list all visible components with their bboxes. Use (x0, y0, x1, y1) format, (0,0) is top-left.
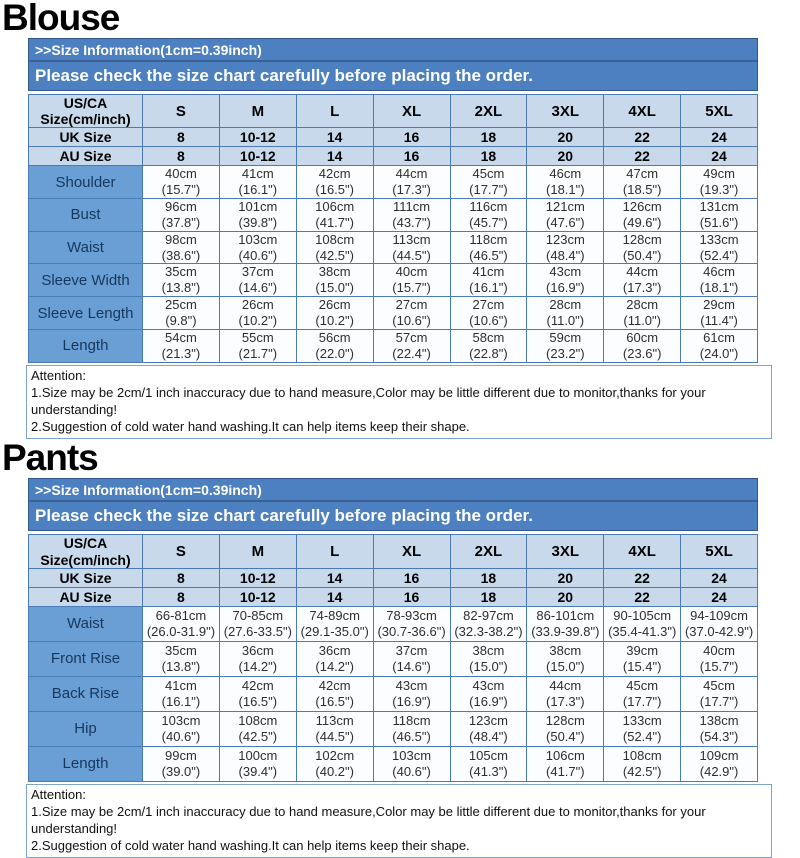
measurement-value-cell: 27cm (10.6") (450, 297, 527, 330)
measurement-value-cell: 37cm (14.6") (373, 641, 450, 676)
measurement-row (29, 641, 758, 676)
size-value-cell: 10-12 (219, 587, 296, 606)
size-value-cell: 8 (143, 128, 220, 147)
measurement-value-cell: 26cm (10.2") (219, 297, 296, 330)
measurement-value-cell: 58cm (22.8") (450, 329, 527, 362)
size-value-cell: 16 (373, 587, 450, 606)
measurement-label: Front Rise (29, 641, 143, 676)
corner-header: US/CA Size(cm/inch) (29, 535, 143, 568)
measurement-label: Sleeve Length (29, 297, 143, 330)
size-value-cell: 10-12 (219, 147, 296, 166)
size-column-header: XL (373, 535, 450, 568)
measurement-value-cell: 41cm (16.1") (143, 676, 220, 711)
measurement-value-cell: 94-109cm (37.0-42.9") (681, 606, 758, 641)
size-value-cell: 24 (681, 568, 758, 587)
measurement-value-cell: 113cm (44.5") (373, 231, 450, 264)
measurement-value-cell: 38cm (15.0") (450, 641, 527, 676)
measurement-value-cell: 41cm (16.1") (219, 166, 296, 199)
attention-line: 2.Suggestion of cold water hand washing.It can help items keep their shape. (31, 838, 470, 854)
measurement-label: Length (29, 329, 143, 362)
measurement-label: Bust (29, 199, 143, 232)
size-information-bar: >>Size Information(1cm=0.39inch) (28, 478, 758, 502)
measurement-value-cell: 138cm (54.3") (681, 711, 758, 746)
size-value-cell: 22 (604, 568, 681, 587)
pants-title: Pants (2, 437, 98, 479)
pants-size-table (28, 534, 758, 781)
size-value-cell: 24 (681, 147, 758, 166)
size-value-cell: 20 (527, 587, 604, 606)
measurement-value-cell: 60cm (23.6") (604, 329, 681, 362)
measurement-row (29, 329, 758, 362)
measurement-value-cell: 101cm (39.8") (219, 199, 296, 232)
size-column-header: 5XL (681, 535, 758, 568)
measurement-value-cell: 38cm (15.0") (296, 264, 373, 297)
pants-attention-box (26, 784, 772, 858)
measurement-value-cell: 131cm (51.6") (681, 199, 758, 232)
measurement-value-cell: 28cm (11.0") (527, 297, 604, 330)
size-value-cell: 16 (373, 147, 450, 166)
measurement-value-cell: 49cm (19.3") (681, 166, 758, 199)
blouse-attention-box (26, 365, 772, 440)
measurement-value-cell: 56cm (22.0") (296, 329, 373, 362)
measurement-value-cell: 108cm (42.5") (604, 746, 681, 781)
size-value-cell: 8 (143, 568, 220, 587)
measurement-value-cell: 37cm (14.6") (219, 264, 296, 297)
size-value-cell: 10-12 (219, 128, 296, 147)
measurement-value-cell: 40cm (15.7") (681, 641, 758, 676)
measurement-value-cell: 45cm (17.7") (450, 166, 527, 199)
measurement-value-cell: 102cm (40.2") (296, 746, 373, 781)
measurement-value-cell: 39cm (15.4") (604, 641, 681, 676)
check-chart-notice-bar: Please check the size chart carefully before placing the order. (28, 502, 758, 531)
size-column-header: 4XL (604, 95, 681, 128)
measurement-value-cell: 29cm (11.4") (681, 297, 758, 330)
pants-size-chart (28, 478, 758, 781)
measurement-value-cell: 46cm (18.1") (527, 166, 604, 199)
size-value-cell: 20 (527, 147, 604, 166)
measurement-value-cell: 103cm (40.6") (373, 746, 450, 781)
size-column-header: M (219, 95, 296, 128)
measurement-value-cell: 43cm (16.9") (450, 676, 527, 711)
size-value-cell: 8 (143, 587, 220, 606)
measurement-value-cell: 128cm (50.4") (527, 711, 604, 746)
size-column-header: 4XL (604, 535, 681, 568)
pants-section (0, 437, 800, 858)
measurement-value-cell: 96cm (37.8") (143, 199, 220, 232)
size-value-cell: 14 (296, 568, 373, 587)
measurement-value-cell: 57cm (22.4") (373, 329, 450, 362)
attention-line: 1.Size may be 2cm/1 inch inaccuracy due to hand measure,Color may be little different due to monitor,thanks for your understanding! (31, 803, 706, 836)
measurement-label: Sleeve Width (29, 264, 143, 297)
measurement-value-cell: 108cm (42.5") (219, 711, 296, 746)
size-value-cell: 10-12 (219, 568, 296, 587)
measurement-value-cell: 121cm (47.6") (527, 199, 604, 232)
measurement-value-cell: 111cm (43.7") (373, 199, 450, 232)
size-value-cell: 22 (604, 128, 681, 147)
row-label: UK Size (29, 568, 143, 587)
size-column-header: M (219, 535, 296, 568)
size-column-header: 2XL (450, 95, 527, 128)
size-information-bar: >>Size Information(1cm=0.39inch) (28, 38, 758, 62)
measurement-value-cell: 59cm (23.2") (527, 329, 604, 362)
measurement-value-cell: 44cm (17.3") (604, 264, 681, 297)
measurement-value-cell: 113cm (44.5") (296, 711, 373, 746)
size-value-cell: 24 (681, 128, 758, 147)
measurement-value-cell: 109cm (42.9") (681, 746, 758, 781)
size-value-cell: 22 (604, 147, 681, 166)
size-value-cell: 18 (450, 147, 527, 166)
blouse-title: Blouse (2, 0, 120, 38)
uk-size-row (29, 128, 758, 147)
corner-header: US/CA Size(cm/inch) (29, 95, 143, 128)
row-label: AU Size (29, 587, 143, 606)
size-value-cell: 20 (527, 128, 604, 147)
measurement-value-cell: 35cm (13.8") (143, 264, 220, 297)
measurement-value-cell: 36cm (14.2") (296, 641, 373, 676)
measurement-value-cell: 103cm (40.6") (219, 231, 296, 264)
measurement-label: Shoulder (29, 166, 143, 199)
measurement-value-cell: 103cm (40.6") (143, 711, 220, 746)
measurement-label: Length (29, 746, 143, 781)
size-value-cell: 8 (143, 147, 220, 166)
measurement-value-cell: 43cm (16.9") (373, 676, 450, 711)
measurement-row (29, 264, 758, 297)
measurement-value-cell: 118cm (46.5") (373, 711, 450, 746)
size-column-header: 2XL (450, 535, 527, 568)
measurement-value-cell: 42cm (16.5") (296, 166, 373, 199)
size-column-header: XL (373, 95, 450, 128)
attention-line: 2.Suggestion of cold water hand washing.It can help items keep their shape. (31, 419, 470, 435)
measurement-value-cell: 123cm (48.4") (527, 231, 604, 264)
size-value-cell: 14 (296, 128, 373, 147)
size-value-cell: 14 (296, 147, 373, 166)
measurement-value-cell: 40cm (15.7") (373, 264, 450, 297)
measurement-value-cell: 40cm (15.7") (143, 166, 220, 199)
measurement-value-cell: 98cm (38.6") (143, 231, 220, 264)
size-column-header: L (296, 535, 373, 568)
measurement-value-cell: 100cm (39.4") (219, 746, 296, 781)
measurement-label: Waist (29, 606, 143, 641)
measurement-value-cell: 105cm (41.3") (450, 746, 527, 781)
size-value-cell: 24 (681, 587, 758, 606)
measurement-value-cell: 25cm (9.8") (143, 297, 220, 330)
measurement-value-cell: 28cm (11.0") (604, 297, 681, 330)
measurement-value-cell: 82-97cm (32.3-38.2") (450, 606, 527, 641)
measurement-row (29, 746, 758, 781)
measurement-value-cell: 108cm (42.5") (296, 231, 373, 264)
size-column-header: 5XL (681, 95, 758, 128)
size-value-cell: 20 (527, 568, 604, 587)
measurement-value-cell: 74-89cm (29.1-35.0") (296, 606, 373, 641)
size-value-cell: 16 (373, 568, 450, 587)
blouse-size-table (28, 94, 758, 363)
measurement-value-cell: 66-81cm (26.0-31.9") (143, 606, 220, 641)
measurement-row (29, 231, 758, 264)
measurement-label: Waist (29, 231, 143, 264)
size-column-header: S (143, 95, 220, 128)
measurement-value-cell: 123cm (48.4") (450, 711, 527, 746)
measurement-value-cell: 38cm (15.0") (527, 641, 604, 676)
measurement-value-cell: 70-85cm (27.6-33.5") (219, 606, 296, 641)
measurement-row (29, 199, 758, 232)
measurement-value-cell: 44cm (17.3") (527, 676, 604, 711)
measurement-row (29, 711, 758, 746)
measurement-value-cell: 45cm (17.7") (681, 676, 758, 711)
attention-heading: Attention: (31, 786, 86, 802)
measurement-row (29, 166, 758, 199)
measurement-value-cell: 99cm (39.0") (143, 746, 220, 781)
size-column-header: 3XL (527, 95, 604, 128)
size-column-header: S (143, 535, 220, 568)
measurement-value-cell: 78-93cm (30.7-36.6") (373, 606, 450, 641)
au-size-row (29, 587, 758, 606)
measurement-value-cell: 41cm (16.1") (450, 264, 527, 297)
measurement-value-cell: 35cm (13.8") (143, 641, 220, 676)
attention-heading: Attention: (31, 367, 86, 383)
measurement-value-cell: 118cm (46.5") (450, 231, 527, 264)
measurement-value-cell: 45cm (17.7") (604, 676, 681, 711)
size-column-header: 3XL (527, 535, 604, 568)
measurement-value-cell: 42cm (16.5") (219, 676, 296, 711)
measurement-value-cell: 86-101cm (33.9-39.8") (527, 606, 604, 641)
measurement-value-cell: 133cm (52.4") (604, 711, 681, 746)
measurement-value-cell: 44cm (17.3") (373, 166, 450, 199)
row-label: UK Size (29, 128, 143, 147)
measurement-row (29, 676, 758, 711)
size-value-cell: 18 (450, 128, 527, 147)
uk-size-row (29, 568, 758, 587)
measurement-value-cell: 26cm (10.2") (296, 297, 373, 330)
measurement-value-cell: 90-105cm (35.4-41.3") (604, 606, 681, 641)
measurement-row (29, 297, 758, 330)
size-value-cell: 22 (604, 587, 681, 606)
attention-line: 1.Size may be 2cm/1 inch inaccuracy due to hand measure,Color may be little different due to monitor,thanks for your understanding! (31, 384, 706, 417)
measurement-value-cell: 54cm (21.3") (143, 329, 220, 362)
measurement-value-cell: 47cm (18.5") (604, 166, 681, 199)
measurement-value-cell: 42cm (16.5") (296, 676, 373, 711)
measurement-label: Hip (29, 711, 143, 746)
measurement-value-cell: 128cm (50.4") (604, 231, 681, 264)
size-value-cell: 18 (450, 568, 527, 587)
measurement-value-cell: 116cm (45.7") (450, 199, 527, 232)
measurement-value-cell: 133cm (52.4") (681, 231, 758, 264)
row-label: AU Size (29, 147, 143, 166)
au-size-row (29, 147, 758, 166)
measurement-value-cell: 106cm (41.7") (296, 199, 373, 232)
size-column-header: L (296, 95, 373, 128)
measurement-value-cell: 61cm (24.0") (681, 329, 758, 362)
blouse-size-chart (28, 38, 758, 363)
size-value-cell: 16 (373, 128, 450, 147)
size-value-cell: 14 (296, 587, 373, 606)
check-chart-notice-bar: Please check the size chart carefully before placing the order. (28, 62, 758, 91)
measurement-value-cell: 27cm (10.6") (373, 297, 450, 330)
measurement-label: Back Rise (29, 676, 143, 711)
size-value-cell: 18 (450, 587, 527, 606)
measurement-value-cell: 126cm (49.6") (604, 199, 681, 232)
measurement-value-cell: 36cm (14.2") (219, 641, 296, 676)
measurement-value-cell: 46cm (18.1") (681, 264, 758, 297)
measurement-value-cell: 43cm (16.9") (527, 264, 604, 297)
measurement-row (29, 606, 758, 641)
measurement-value-cell: 106cm (41.7") (527, 746, 604, 781)
measurement-value-cell: 55cm (21.7") (219, 329, 296, 362)
